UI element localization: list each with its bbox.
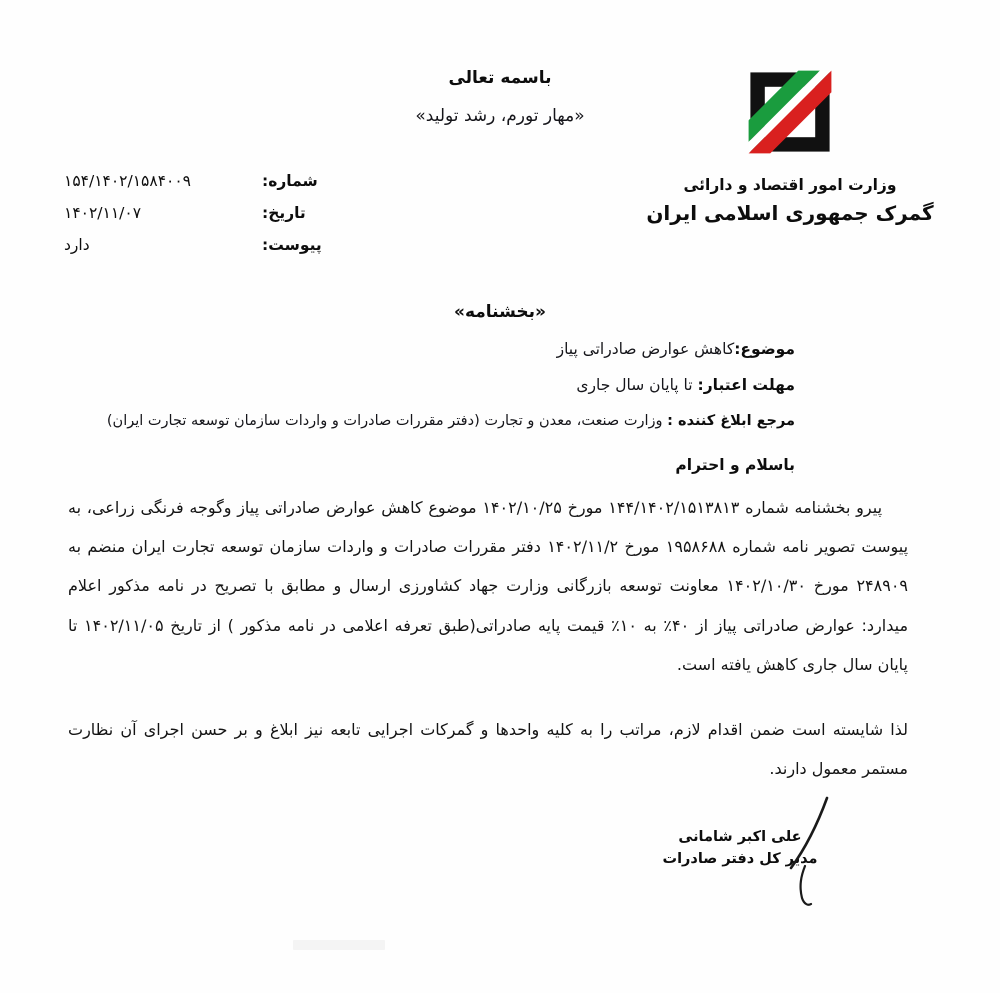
reference-attachment-value: دارد [64, 236, 90, 254]
organization-block [640, 58, 940, 225]
document-meta [60, 338, 795, 432]
signatory-title: مدیر کل دفتر صادرات [662, 851, 818, 868]
issuer-value: وزارت صنعت، معدن و تجارت (دفتر مقررات صادرات و واردات سازمان توسعه تجارت ایران) [106, 412, 663, 429]
subject-value: کاهش عوارض صادراتی پیاز [556, 340, 735, 358]
invocation-slogan: «مهار تورم، رشد تولید» [415, 106, 585, 126]
document-body [68, 488, 908, 792]
customs-organization-name: گمرک جمهوری اسلامی ایران [646, 201, 934, 225]
signature-block [0, 826, 1000, 916]
ministry-name: وزارت امور اقتصاد و دارائی [683, 176, 897, 194]
reference-row-number [0, 172, 340, 190]
page-smudge [293, 940, 385, 950]
signature-text [640, 826, 840, 871]
body-paragraph-main: پیرو بخشنامه شماره ۱۴۴/۱۴۰۲/۱۵۱۳۸۱۳ مورخ ۱۴۰۲/۱۰/۲۵ موضوع کاهش عوارض صادراتی پیاز وگوجه فرنگی زراعی، به پیوست تصویر نامه شماره ۱۹۵۸۶۸۸ مورخ ۱۴۰۲/۱۱/۲ دفتر مقررات صادرات و واردات سازمان توسعه تجارت ایران منضم به ۲۴۸۹۰۹ مورخ ۱۴۰۲/۱۰/۳۰ معاونت توسعه بازرگانی وزارت جهاد کشاورزی ارسال و مطابق با تصریح در نامه مذکور اعلام میدارد: عوارض صادراتی پیاز از ۴۰٪ به ۱۰٪ قیمت پایه صادراتی(طبق تعرفه اعلامی در نامه مذکور ) از تاریخ ۱۴۰۲/۱۱/۰۵ تا پایان سال جاری کاهش یافته است. [68, 498, 909, 674]
meta-row-subject [60, 338, 795, 360]
reference-row-date [0, 204, 340, 222]
iran-customs-logo-icon [736, 58, 844, 166]
validity-label: مهلت اعتبار: [697, 376, 795, 395]
reference-row-attachment [0, 236, 340, 254]
signatory-name: علی اکبر شامانی [678, 829, 802, 845]
letterhead [0, 0, 1000, 254]
validity-value: تا پایان سال جاری [576, 376, 693, 395]
reference-number-value: ۱۵۴/۱۴۰۲/۱۵۸۴۰۰۹ [64, 172, 191, 190]
invocation-basmala: باسمه تعالی [448, 68, 552, 88]
salutation: باسلام و احترام [675, 456, 795, 474]
reference-date-label: تاریخ: [262, 204, 306, 222]
reference-date-value: ۱۴۰۲/۱۱/۰۷ [64, 204, 142, 222]
page-title: «بخشنامه» [453, 302, 547, 322]
meta-row-issuer [60, 411, 795, 432]
issuer-label: مرجع ابلاغ کننده : [667, 412, 795, 429]
reference-fields [0, 172, 340, 268]
meta-row-validity [60, 374, 795, 396]
body-paragraph-closing: لذا شایسته است ضمن اقدام لازم، مراتب را به کلیه واحدها و گمرکات اجرایی تابعه نیز ابلاغ و بر حسن اجرای آن نظارت مستمر معمول دارند. [68, 719, 908, 779]
reference-attachment-label: پیوست: [262, 236, 322, 254]
reference-number-label: شماره: [262, 172, 318, 190]
subject-label: موضوع: [734, 340, 795, 358]
